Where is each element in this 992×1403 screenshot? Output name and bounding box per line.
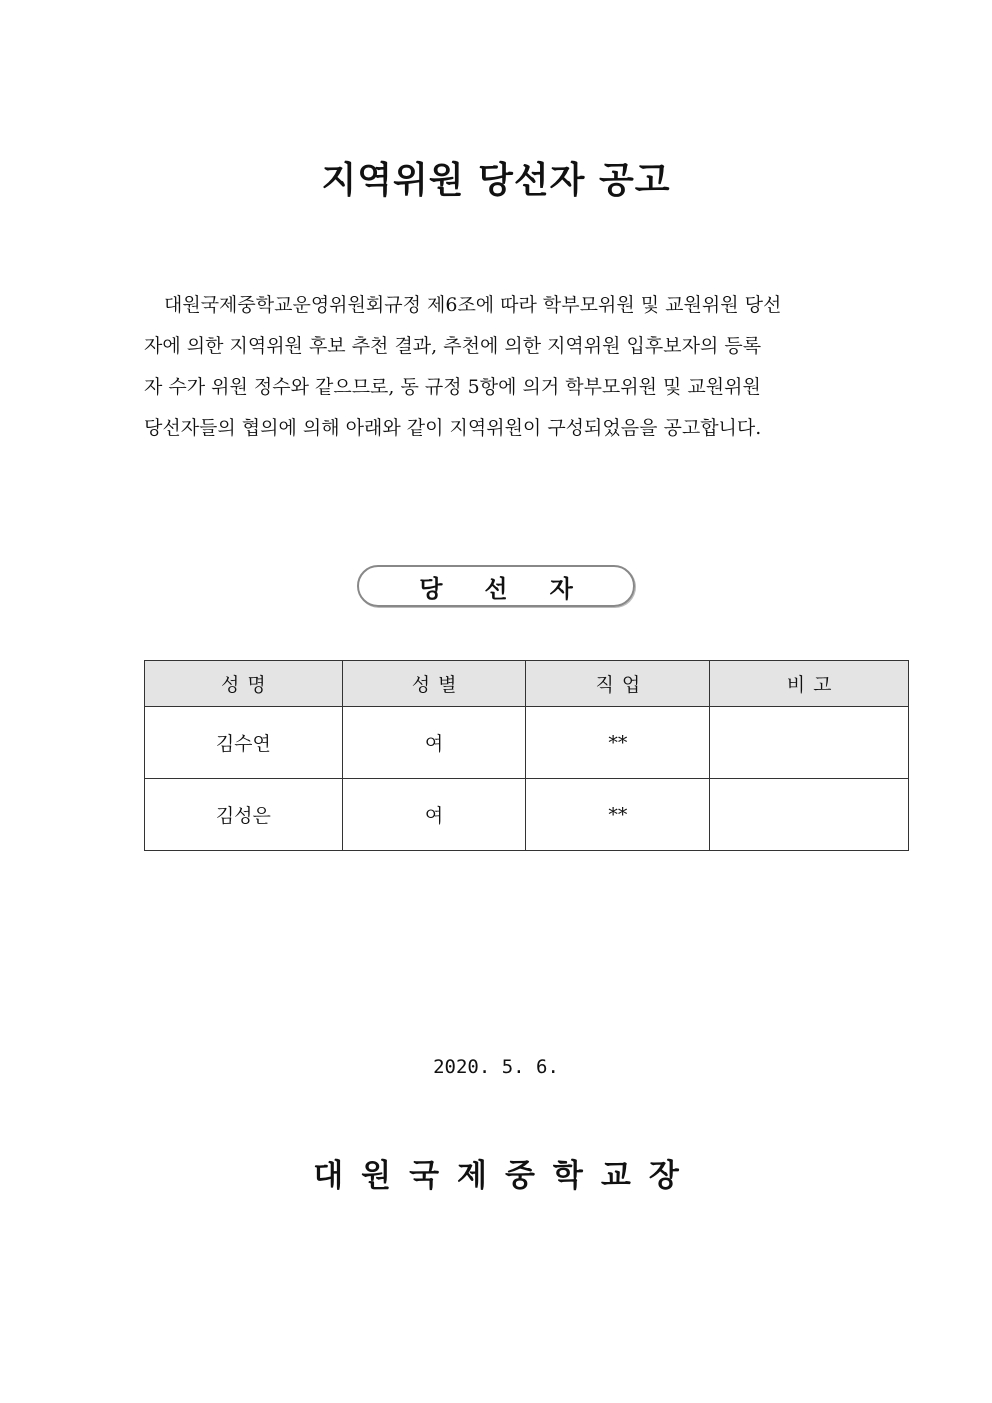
cell-gender: 여 [342,779,526,851]
cell-gender: 여 [342,707,526,779]
body-line: 자에 의한 지역위원 후보 추천 결과, 추천에 의한 지역위원 입후보자의 등록 [144,335,762,357]
winners-table [144,660,909,851]
table-header-row [145,661,909,707]
cell-name: 김수연 [145,707,343,779]
table-row [145,779,909,851]
header-name: 성명 [145,661,343,707]
header-gender: 성별 [342,661,526,707]
body-line: 당선자들의 협의에 의해 아래와 같이 지역위원이 구성되었음을 공고합니다. [144,417,762,439]
cell-occupation: ** [526,779,710,851]
announcement-body [144,285,852,449]
cell-name: 김성은 [145,779,343,851]
body-line: 대원국제중학교운영위원회규정 제6조에 따라 학부모위원 및 교원위원 당선 [164,294,782,316]
header-remarks: 비고 [710,661,909,707]
cell-remarks [710,707,909,779]
principal-signature: 대원국제중학교장 [313,1158,697,1194]
cell-occupation: ** [526,707,710,779]
table-row [145,707,909,779]
document-title: 지역위원 당선자 공고 [321,160,671,201]
header-occupation: 직업 [526,661,710,707]
cell-remarks [710,779,909,851]
body-line: 자 수가 위원 정수와 같으므로, 동 규정 5항에 의거 학부모위원 및 교원위원 [144,376,761,398]
announcement-date: 2020. 5. 6. [433,1056,559,1078]
winners-section-label: 당선자 [357,565,635,607]
